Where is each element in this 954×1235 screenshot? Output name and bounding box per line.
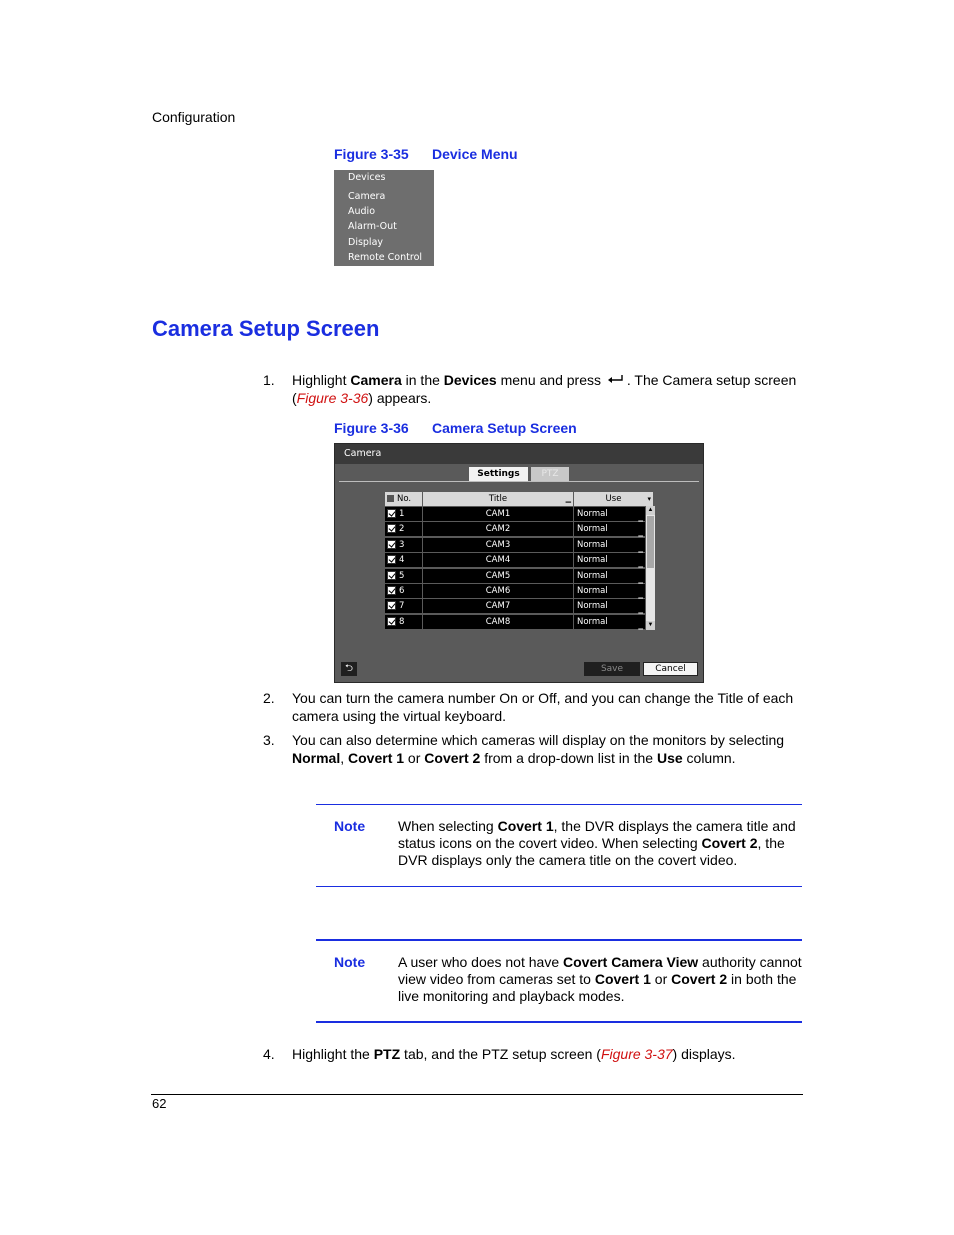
device-menu-item-display[interactable]: Display xyxy=(348,237,384,248)
tab-settings[interactable]: Settings xyxy=(469,467,528,481)
camera-enable-checkbox[interactable] xyxy=(387,571,396,580)
table-row-no-cell[interactable] xyxy=(385,599,422,613)
camera-number: 8 xyxy=(399,617,405,627)
camera-use-dropdown[interactable] xyxy=(574,507,645,521)
note-top-rule xyxy=(316,804,802,805)
camera-number: 2 xyxy=(399,524,405,534)
step-number: 4. xyxy=(263,1046,275,1062)
device-menu-item-camera[interactable]: Camera xyxy=(348,191,386,202)
step-text: Highlight Camera in the Devices menu and press . The Camera setup screen (Figure 3-36) appears. xyxy=(292,372,797,406)
figure-number: Figure 3-35 xyxy=(334,146,409,162)
camera-use-dropdown[interactable] xyxy=(574,522,645,536)
camera-use-dropdown[interactable] xyxy=(574,599,645,613)
save-button[interactable]: Save xyxy=(584,662,640,676)
camera-enable-checkbox[interactable] xyxy=(387,601,396,610)
note-top-rule xyxy=(316,939,802,941)
device-menu-item-alarm-out[interactable]: Alarm-Out xyxy=(348,221,397,232)
dropdown-arrow-icon: ▁ xyxy=(638,623,643,630)
scroll-down-icon[interactable]: ▼ xyxy=(647,622,654,628)
device-menu-item-remote-control[interactable]: Remote Control xyxy=(348,252,423,263)
figure-3-36-link[interactable]: Figure 3-36 xyxy=(296,389,369,406)
camera-use-value: Normal xyxy=(577,555,608,565)
dropdown-arrow-icon: ▁ xyxy=(638,592,643,599)
select-all-checkbox[interactable] xyxy=(387,495,394,502)
camera-title-field[interactable]: CAM5 xyxy=(423,569,573,583)
tab-ptz[interactable]: PTZ xyxy=(531,467,569,481)
camera-title-field[interactable]: CAM6 xyxy=(423,584,573,598)
step-text: You can turn the camera number On or Off, and you can change the Title of each camera using the virtual keyboard. xyxy=(292,690,794,724)
camera-use-dropdown[interactable] xyxy=(574,553,645,567)
table-row-no-cell[interactable] xyxy=(385,507,422,521)
dropdown-arrow-icon: ▁ xyxy=(638,561,643,568)
section-title: Camera Setup Screen xyxy=(152,316,380,341)
camera-title-field[interactable]: CAM2 xyxy=(423,522,573,536)
device-menu-item-audio[interactable]: Audio xyxy=(348,206,376,217)
camera-number: 3 xyxy=(399,540,405,550)
table-row-no-cell[interactable] xyxy=(385,522,422,536)
figure-title: Camera Setup Screen xyxy=(432,420,577,436)
step-number: 1. xyxy=(263,372,275,388)
camera-use-dropdown[interactable] xyxy=(574,569,645,583)
table-row-no-cell[interactable] xyxy=(385,569,422,583)
step-number: 3. xyxy=(263,732,275,748)
note-text: When selecting Covert 1, the DVR displays the camera title and status icons on the covert video. When selecting Covert 2, the DVR displays only the camera title on the covert video. xyxy=(398,818,796,868)
camera-use-value: Normal xyxy=(577,509,608,519)
column-header-no[interactable]: No. xyxy=(385,492,422,506)
back-icon[interactable]: ⮌ xyxy=(341,662,357,676)
camera-number: 1 xyxy=(399,509,405,519)
step-number: 2. xyxy=(263,690,275,706)
camera-title-field[interactable]: CAM7 xyxy=(423,599,573,613)
figure-3-36-caption xyxy=(334,420,577,436)
page-number: 62 xyxy=(152,1096,167,1111)
figure-3-35-caption xyxy=(334,146,518,162)
camera-use-value: Normal xyxy=(577,540,608,550)
camera-use-value: Normal xyxy=(577,586,608,596)
camera-number: 5 xyxy=(399,571,405,581)
camera-use-dropdown[interactable] xyxy=(574,584,645,598)
camera-enable-checkbox[interactable] xyxy=(387,540,396,549)
cancel-button[interactable]: Cancel xyxy=(643,662,698,676)
camera-use-value: Normal xyxy=(577,571,608,581)
camera-use-value: Normal xyxy=(577,524,608,534)
scroll-thumb[interactable] xyxy=(647,516,654,568)
camera-enable-checkbox[interactable] xyxy=(387,617,396,626)
camera-use-value: Normal xyxy=(577,601,608,611)
camera-enable-checkbox[interactable] xyxy=(387,524,396,533)
camera-title-field[interactable]: CAM1 xyxy=(423,507,573,521)
note-label: Note xyxy=(334,818,366,834)
camera-title-field[interactable]: CAM8 xyxy=(423,615,573,629)
dropdown-arrow-icon: ▁ xyxy=(638,546,643,553)
tab-separator xyxy=(339,481,699,482)
figure-title: Device Menu xyxy=(432,146,518,162)
note-bottom-rule xyxy=(316,1021,802,1023)
camera-enable-checkbox[interactable] xyxy=(387,509,396,518)
note-text: A user who does not have Covert Camera View authority cannot view video from cameras set to Covert 1 or Covert 2 in both the live monitoring and playback modes. xyxy=(398,954,802,1004)
scroll-up-icon[interactable]: ▲ xyxy=(647,507,654,513)
camera-title-field[interactable]: CAM3 xyxy=(423,538,573,552)
table-row-no-cell[interactable] xyxy=(385,538,422,552)
camera-enable-checkbox[interactable] xyxy=(387,586,396,595)
screen-title: Camera xyxy=(344,448,382,459)
screen-titlebar xyxy=(335,444,703,464)
sort-icon: ▾ xyxy=(647,495,651,503)
camera-setup-figure xyxy=(334,443,704,683)
column-header-title[interactable]: Title ▁ xyxy=(423,492,573,506)
table-row-no-cell[interactable] xyxy=(385,553,422,567)
sort-icon: ▁ xyxy=(565,495,571,503)
table-row-no-cell[interactable] xyxy=(385,584,422,598)
table-scrollbar[interactable] xyxy=(646,506,655,630)
camera-use-dropdown[interactable] xyxy=(574,538,645,552)
dropdown-arrow-icon: ▁ xyxy=(638,515,643,522)
figure-3-37-link[interactable]: Figure 3-37 xyxy=(600,1046,673,1062)
dropdown-arrow-icon: ▁ xyxy=(638,607,643,614)
step-text: Highlight the PTZ tab, and the PTZ setup screen (Figure 3-37) displays. xyxy=(292,1046,736,1062)
device-menu-figure xyxy=(334,170,434,266)
camera-number: 6 xyxy=(399,586,405,596)
step-text: You can also determine which cameras will display on the monitors by selecting Normal, Covert 1 or Covert 2 from a drop-down list in the Use column. xyxy=(292,732,785,766)
device-menu-title: Devices xyxy=(348,172,386,183)
running-header: Configuration xyxy=(152,109,236,125)
note-bottom-rule xyxy=(316,886,802,887)
note-label: Note xyxy=(334,954,366,970)
footer-rule xyxy=(151,1094,803,1095)
column-header-use[interactable]: Use ▾ xyxy=(574,492,653,506)
camera-title-field[interactable]: CAM4 xyxy=(423,553,573,567)
camera-use-value: Normal xyxy=(577,617,608,627)
dropdown-arrow-icon: ▁ xyxy=(638,577,643,584)
camera-number: 7 xyxy=(399,601,405,611)
camera-enable-checkbox[interactable] xyxy=(387,555,396,564)
enter-key-icon xyxy=(605,372,627,390)
camera-number: 4 xyxy=(399,555,405,565)
dropdown-arrow-icon: ▁ xyxy=(638,530,643,537)
camera-use-dropdown[interactable] xyxy=(574,615,645,629)
figure-number: Figure 3-36 xyxy=(334,420,409,436)
table-row-no-cell[interactable] xyxy=(385,615,422,629)
